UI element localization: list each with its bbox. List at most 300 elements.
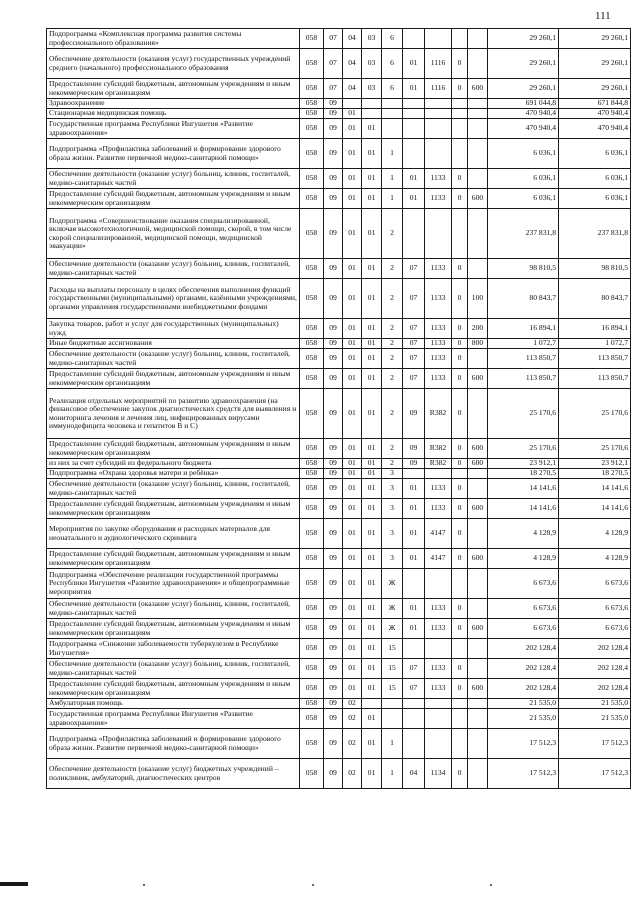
cell-csr5: 0: [452, 349, 468, 369]
cell-sum2: 14 141,6: [559, 499, 631, 519]
cell-name: Иные бюджетные ассигнования: [47, 339, 300, 349]
cell-name: Предоставление субсидий бюджетным, автономным учреждениям и иным некоммерческим организациям: [47, 549, 300, 569]
cell-vr: [468, 169, 488, 189]
cell-csr4: 1133: [425, 169, 452, 189]
cell-sum1: 25 170,6: [488, 439, 559, 459]
cell-sum2: 80 843,7: [559, 279, 631, 319]
cell-csr4: [425, 729, 452, 759]
cell-csr2: 1: [382, 189, 403, 209]
cell-vedomstvo: 058: [300, 479, 324, 499]
cell-csr2: [382, 709, 403, 729]
cell-csr3: [403, 569, 425, 599]
cell-csr3: 07: [403, 279, 425, 319]
cell-podrazdel: 02: [343, 759, 362, 789]
cell-csr2: 15: [382, 679, 403, 699]
cell-csr5: 0: [452, 339, 468, 349]
cell-sum1: 25 170,6: [488, 389, 559, 439]
cell-csr2: 3: [382, 479, 403, 499]
cell-csr2: 3: [382, 499, 403, 519]
cell-csr5: 0: [452, 599, 468, 619]
cell-csr5: 0: [452, 549, 468, 569]
cell-sum2: 14 141,6: [559, 479, 631, 499]
cell-csr5: 0: [452, 659, 468, 679]
cell-csr1: 01: [362, 569, 382, 599]
cell-vr: 600: [468, 619, 488, 639]
cell-csr4: 1133: [425, 659, 452, 679]
table-row: [47, 439, 631, 459]
cell-razdel: 09: [324, 439, 343, 459]
cell-vedomstvo: 058: [300, 459, 324, 469]
cell-csr4: 1133: [425, 319, 452, 339]
cell-csr4: 1133: [425, 339, 452, 349]
cell-name: Обеспечение деятельности (оказание услуг) больниц, клиник, госпиталей, медико-санитарных частей: [47, 659, 300, 679]
cell-name: Обеспечение деятельности (оказание услуг) больниц, клиник, госпиталей, медико-санитарных частей: [47, 259, 300, 279]
cell-vedomstvo: 058: [300, 699, 324, 709]
cell-vr: [468, 729, 488, 759]
cell-vr: [468, 119, 488, 139]
cell-podrazdel: 01: [343, 109, 362, 119]
cell-csr1: [362, 699, 382, 709]
cell-csr4: [425, 699, 452, 709]
table-row: [47, 369, 631, 389]
cell-razdel: 09: [324, 569, 343, 599]
cell-csr5: 0: [452, 79, 468, 99]
table-row: [47, 79, 631, 99]
cell-csr1: 01: [362, 499, 382, 519]
cell-csr3: [403, 709, 425, 729]
cell-sum1: 21 535,0: [488, 699, 559, 709]
cell-sum1: 6 036,1: [488, 139, 559, 169]
cell-vr: [468, 139, 488, 169]
cell-razdel: 09: [324, 139, 343, 169]
cell-vr: 600: [468, 189, 488, 209]
cell-podrazdel: 01: [343, 479, 362, 499]
cell-name: Амбулаторная помощь: [47, 699, 300, 709]
cell-csr1: 01: [362, 319, 382, 339]
cell-podrazdel: 01: [343, 139, 362, 169]
cell-razdel: 09: [324, 389, 343, 439]
cell-sum1: 470 940,4: [488, 119, 559, 139]
cell-sum2: 4 128,9: [559, 549, 631, 569]
cell-razdel: 09: [324, 339, 343, 349]
cell-vedomstvo: 058: [300, 319, 324, 339]
cell-csr3: [403, 99, 425, 109]
cell-csr4: R382: [425, 439, 452, 459]
cell-csr1: 03: [362, 29, 382, 49]
cell-podrazdel: 02: [343, 709, 362, 729]
cell-razdel: 09: [324, 319, 343, 339]
cell-podrazdel: 01: [343, 319, 362, 339]
cell-name: Подпрограмма «Профилактика заболеваний и формирование здорового образа жизни. Развитие первичной медико-санитарной помощи»: [47, 139, 300, 169]
cell-csr2: 2: [382, 389, 403, 439]
cell-sum2: 21 535,0: [559, 709, 631, 729]
table-row: [47, 549, 631, 569]
cell-csr1: 01: [362, 639, 382, 659]
cell-csr3: 07: [403, 679, 425, 699]
cell-vedomstvo: 058: [300, 109, 324, 119]
cell-csr3: [403, 469, 425, 479]
cell-name: Обеспечение деятельности (оказание услуг) бюджетных учреждений – поликлиник, амбулаторий, диагностических центров: [47, 759, 300, 789]
cell-razdel: 09: [324, 499, 343, 519]
cell-name: Обеспечение деятельности (оказание услуг) больниц, клиник, госпиталей, медико-санитарных частей: [47, 599, 300, 619]
cell-sum2: 29 260,1: [559, 49, 631, 79]
cell-name: Мероприятия по закупке оборудования и расходных материалов для неонатального и аудиологического скрининга: [47, 519, 300, 549]
cell-csr1: 01: [362, 189, 382, 209]
cell-csr2: 2: [382, 369, 403, 389]
cell-sum2: 6 673,6: [559, 619, 631, 639]
cell-razdel: 09: [324, 279, 343, 319]
cell-razdel: 07: [324, 29, 343, 49]
cell-csr5: [452, 119, 468, 139]
table-row: [47, 139, 631, 169]
cell-sum1: 16 894,1: [488, 319, 559, 339]
cell-vr: [468, 479, 488, 499]
cell-podrazdel: 01: [343, 469, 362, 479]
cell-name: Предоставление субсидий бюджетным, автономным учреждениям и иным некоммерческим организациям: [47, 189, 300, 209]
cell-csr5: 0: [452, 319, 468, 339]
cell-csr3: 01: [403, 79, 425, 99]
cell-csr3: [403, 729, 425, 759]
cell-vedomstvo: 058: [300, 549, 324, 569]
cell-csr4: 1133: [425, 259, 452, 279]
cell-csr4: [425, 709, 452, 729]
cell-vedomstvo: 058: [300, 119, 324, 139]
cell-csr3: 01: [403, 519, 425, 549]
cell-csr2: [382, 99, 403, 109]
cell-csr3: 01: [403, 169, 425, 189]
cell-csr5: 0: [452, 519, 468, 549]
cell-vr: [468, 569, 488, 599]
cell-name: Здравоохранение: [47, 99, 300, 109]
cell-sum2: 202 128,4: [559, 659, 631, 679]
cell-csr3: 01: [403, 599, 425, 619]
cell-sum2: 4 128,9: [559, 519, 631, 549]
cell-csr5: 0: [452, 619, 468, 639]
cell-csr5: [452, 109, 468, 119]
cell-csr1: 01: [362, 119, 382, 139]
cell-sum2: 6 673,6: [559, 599, 631, 619]
cell-csr5: [452, 639, 468, 659]
cell-podrazdel: 01: [343, 209, 362, 259]
cell-sum1: 6 673,6: [488, 619, 559, 639]
cell-sum1: 18 270,5: [488, 469, 559, 479]
cell-name: Предоставление субсидий бюджетным, автономным учреждениям и иным некоммерческим организациям: [47, 499, 300, 519]
cell-csr4: 4147: [425, 549, 452, 569]
cell-csr2: 6: [382, 29, 403, 49]
table-row: [47, 479, 631, 499]
cell-vedomstvo: 058: [300, 759, 324, 789]
cell-csr3: 07: [403, 339, 425, 349]
cell-csr2: 15: [382, 659, 403, 679]
cell-csr5: 0: [452, 459, 468, 469]
table-row: [47, 619, 631, 639]
cell-sum2: 1 072,7: [559, 339, 631, 349]
cell-vr: [468, 389, 488, 439]
cell-csr2: 2: [382, 339, 403, 349]
cell-sum1: 237 831,8: [488, 209, 559, 259]
cell-csr5: [452, 99, 468, 109]
cell-vr: 600: [468, 439, 488, 459]
cell-podrazdel: 01: [343, 459, 362, 469]
cell-razdel: 09: [324, 99, 343, 109]
cell-vedomstvo: 058: [300, 729, 324, 759]
cell-razdel: 09: [324, 189, 343, 209]
cell-sum2: 98 810,5: [559, 259, 631, 279]
cell-vedomstvo: 058: [300, 189, 324, 209]
cell-razdel: 09: [324, 209, 343, 259]
cell-csr1: 01: [362, 709, 382, 729]
cell-podrazdel: 04: [343, 79, 362, 99]
cell-sum2: 6 673,6: [559, 569, 631, 599]
cell-podrazdel: 01: [343, 599, 362, 619]
cell-name: Государственная программа Республики Ингушетия «Развитие здравоохранения»: [47, 119, 300, 139]
table-row: [47, 349, 631, 369]
cell-vr: [468, 709, 488, 729]
cell-sum2: 18 270,5: [559, 469, 631, 479]
cell-sum1: 21 535,0: [488, 709, 559, 729]
cell-vr: [468, 519, 488, 549]
scan-tick: [143, 884, 145, 886]
table-row: [47, 279, 631, 319]
cell-vr: [468, 109, 488, 119]
cell-vr: [468, 639, 488, 659]
cell-vr: [468, 259, 488, 279]
cell-sum1: 29 260,1: [488, 49, 559, 79]
cell-csr4: [425, 119, 452, 139]
cell-vedomstvo: 058: [300, 169, 324, 189]
cell-csr3: 01: [403, 619, 425, 639]
cell-vedomstvo: 058: [300, 709, 324, 729]
cell-csr1: 01: [362, 599, 382, 619]
cell-csr2: [382, 109, 403, 119]
cell-csr2: 1: [382, 139, 403, 169]
cell-csr4: 1133: [425, 479, 452, 499]
cell-csr4: 1133: [425, 279, 452, 319]
cell-csr3: 01: [403, 189, 425, 209]
cell-sum2: 16 894,1: [559, 319, 631, 339]
cell-csr4: 1133: [425, 619, 452, 639]
cell-sum1: 17 512,3: [488, 759, 559, 789]
cell-podrazdel: 04: [343, 49, 362, 79]
cell-vedomstvo: 058: [300, 139, 324, 169]
scan-tick: [312, 884, 314, 886]
cell-csr1: 01: [362, 469, 382, 479]
cell-name: Подпрограмма «Комплексная программа развития системы профессионального образования»: [47, 29, 300, 49]
cell-csr5: [452, 139, 468, 169]
cell-sum1: 6 036,1: [488, 169, 559, 189]
cell-csr4: [425, 29, 452, 49]
cell-name: Подпрограмма «Профилактика заболеваний и формирование здорового образа жизни. Развитие первичной медико-санитарной помощи»: [47, 729, 300, 759]
cell-name: Обеспечение деятельности (оказание услуг) больниц, клиник, госпиталей, медико-санитарных частей: [47, 349, 300, 369]
table-row: [47, 319, 631, 339]
cell-csr5: [452, 469, 468, 479]
cell-podrazdel: 01: [343, 279, 362, 319]
cell-vr: [468, 599, 488, 619]
cell-csr1: 01: [362, 209, 382, 259]
cell-csr4: 1134: [425, 759, 452, 789]
cell-vr: [468, 699, 488, 709]
cell-csr3: 07: [403, 349, 425, 369]
cell-csr5: [452, 699, 468, 709]
cell-csr4: [425, 139, 452, 169]
cell-vedomstvo: 058: [300, 349, 324, 369]
cell-csr1: [362, 109, 382, 119]
cell-vr: 600: [468, 679, 488, 699]
cell-vedomstvo: 058: [300, 679, 324, 699]
cell-vedomstvo: 058: [300, 569, 324, 599]
cell-razdel: 09: [324, 599, 343, 619]
cell-csr5: 0: [452, 279, 468, 319]
cell-sum1: 202 128,4: [488, 659, 559, 679]
cell-sum1: 23 912,1: [488, 459, 559, 469]
cell-csr5: [452, 29, 468, 49]
cell-name: Государственная программа Республики Ингушетия «Развитие здравоохранения»: [47, 709, 300, 729]
cell-podrazdel: [343, 99, 362, 109]
cell-csr3: [403, 699, 425, 709]
cell-podrazdel: 02: [343, 729, 362, 759]
cell-sum2: 21 535,0: [559, 699, 631, 709]
cell-csr3: [403, 119, 425, 139]
cell-sum2: 17 512,3: [559, 729, 631, 759]
table-row: [47, 709, 631, 729]
cell-csr4: R382: [425, 459, 452, 469]
table-row: [47, 639, 631, 659]
cell-csr3: [403, 639, 425, 659]
table-row: [47, 189, 631, 209]
cell-csr3: 09: [403, 459, 425, 469]
table-row: [47, 389, 631, 439]
cell-name: Реализация отдельных мероприятий по развитию здравоохранения (на финансовое обеспечение закупок диагностических средств для выявления и мониторинга лечения и лечения лиц, инфицированных вирусами иммунодефицита человека и гепатитов В и С): [47, 389, 300, 439]
cell-csr2: [382, 119, 403, 139]
cell-csr2: 2: [382, 319, 403, 339]
cell-podrazdel: 01: [343, 569, 362, 599]
cell-podrazdel: 01: [343, 369, 362, 389]
cell-vedomstvo: 058: [300, 79, 324, 99]
cell-razdel: 09: [324, 659, 343, 679]
cell-csr4: [425, 99, 452, 109]
cell-csr1: 01: [362, 169, 382, 189]
cell-csr5: 0: [452, 389, 468, 439]
cell-csr2: 2: [382, 439, 403, 459]
cell-sum1: 6 036,1: [488, 189, 559, 209]
cell-csr1: 01: [362, 389, 382, 439]
cell-csr3: 07: [403, 259, 425, 279]
cell-csr1: 01: [362, 139, 382, 169]
cell-name: Обеспечение деятельности (оказание услуг) больниц, клиник, госпиталей, медико-санитарных частей: [47, 479, 300, 499]
budget-table: [46, 28, 631, 789]
cell-csr1: 01: [362, 479, 382, 499]
table-row: [47, 169, 631, 189]
cell-name: Подпрограмма «Охрана здоровья матери и ребёнка»: [47, 469, 300, 479]
cell-csr1: 01: [362, 259, 382, 279]
table-row: [47, 699, 631, 709]
cell-csr4: [425, 569, 452, 599]
cell-csr2: Ж: [382, 569, 403, 599]
cell-vr: [468, 29, 488, 49]
cell-razdel: 09: [324, 119, 343, 139]
cell-csr1: 01: [362, 679, 382, 699]
cell-sum1: 14 141,6: [488, 479, 559, 499]
cell-podrazdel: 01: [343, 389, 362, 439]
cell-razdel: 09: [324, 479, 343, 499]
cell-sum1: 202 128,4: [488, 679, 559, 699]
cell-sum1: 29 260,1: [488, 29, 559, 49]
cell-vedomstvo: 058: [300, 389, 324, 439]
cell-vedomstvo: 058: [300, 259, 324, 279]
cell-sum2: 470 940,4: [559, 119, 631, 139]
cell-name: Стационарная медицинская помощь: [47, 109, 300, 119]
cell-csr2: 15: [382, 639, 403, 659]
cell-sum2: 671 844,8: [559, 99, 631, 109]
cell-sum2: 6 036,1: [559, 189, 631, 209]
cell-razdel: 09: [324, 349, 343, 369]
cell-csr3: 01: [403, 49, 425, 79]
cell-csr2: 1: [382, 759, 403, 789]
cell-csr2: 2: [382, 209, 403, 259]
cell-razdel: 09: [324, 699, 343, 709]
cell-csr4: 4147: [425, 519, 452, 549]
page-number: 111: [595, 10, 611, 22]
cell-name: Предоставление субсидий бюджетным, автономным учреждениям и иным некоммерческим организациям: [47, 619, 300, 639]
cell-name: Предоставление субсидий бюджетным, автономным учреждениям и иным некоммерческим организациям: [47, 79, 300, 99]
cell-podrazdel: 01: [343, 169, 362, 189]
cell-csr4: 1116: [425, 49, 452, 79]
cell-vedomstvo: 058: [300, 49, 324, 79]
cell-csr1: 01: [362, 349, 382, 369]
table-row: [47, 339, 631, 349]
table-row: [47, 99, 631, 109]
table-row: [47, 519, 631, 549]
table-row: [47, 259, 631, 279]
cell-sum1: 4 128,9: [488, 519, 559, 549]
cell-podrazdel: 01: [343, 639, 362, 659]
cell-csr2: 3: [382, 549, 403, 569]
cell-razdel: 09: [324, 459, 343, 469]
cell-csr3: [403, 209, 425, 259]
cell-name: Обеспечение деятельности (оказание услуг) больниц, клиник, госпиталей, медико-санитарных частей: [47, 169, 300, 189]
cell-razdel: 09: [324, 639, 343, 659]
cell-sum1: 470 940,4: [488, 109, 559, 119]
cell-sum1: 80 843,7: [488, 279, 559, 319]
cell-vedomstvo: 058: [300, 499, 324, 519]
cell-csr3: [403, 109, 425, 119]
cell-vedomstvo: 058: [300, 659, 324, 679]
table-row: [47, 599, 631, 619]
cell-csr3: 09: [403, 439, 425, 459]
cell-csr5: [452, 569, 468, 599]
cell-sum2: 17 512,3: [559, 759, 631, 789]
table-row: [47, 569, 631, 599]
cell-vr: 600: [468, 459, 488, 469]
cell-csr4: 1133: [425, 599, 452, 619]
table-row: [47, 679, 631, 699]
cell-sum2: 6 036,1: [559, 169, 631, 189]
cell-podrazdel: 01: [343, 549, 362, 569]
cell-razdel: 09: [324, 729, 343, 759]
cell-vedomstvo: 058: [300, 619, 324, 639]
cell-razdel: 09: [324, 549, 343, 569]
cell-vedomstvo: 058: [300, 99, 324, 109]
cell-sum2: 6 036,1: [559, 139, 631, 169]
cell-csr4: [425, 469, 452, 479]
cell-csr2: Ж: [382, 619, 403, 639]
cell-razdel: 09: [324, 619, 343, 639]
table-row: [47, 109, 631, 119]
cell-name: из них за счет субсидий из федерального бюджета: [47, 459, 300, 469]
cell-csr1: 01: [362, 619, 382, 639]
cell-sum2: 29 260,1: [559, 29, 631, 49]
cell-csr5: 0: [452, 49, 468, 79]
